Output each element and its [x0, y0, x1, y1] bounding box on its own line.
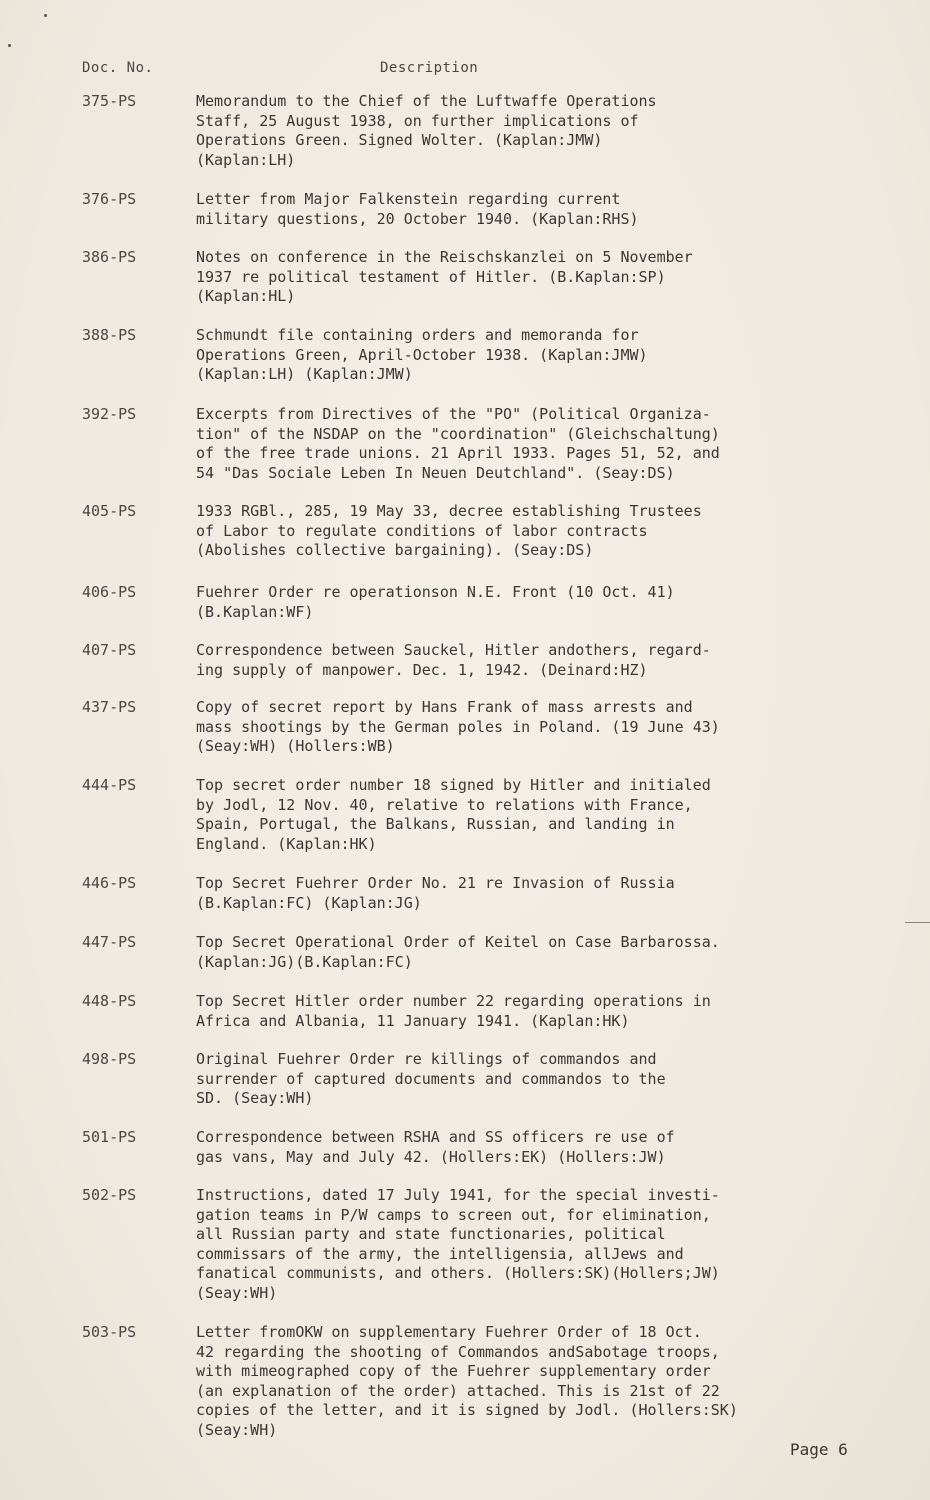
doc-number: 392-PS: [82, 405, 137, 423]
doc-description: 1933 RGBl., 285, 19 May 33, decree establishing Trustees of Labor to regulate conditions of labor contracts (Abolishes collective bargaining). (Seay:DS): [196, 502, 702, 559]
doc-description: Instructions, dated 17 July 1941, for the special investi- gation teams in P/W camps to screen out, for elimination, all Russian party and state functionaries, political commissars of the army, the intelligensia, allJews and fanatical communists, and others. (Hollers:SK)(Hollers;JW) (Seay:WH): [196, 1186, 720, 1302]
doc-number: 446-PS: [82, 874, 137, 892]
doc-no-column-header: Doc. No.: [82, 60, 154, 76]
doc-description: Correspondence between Sauckel, Hitler andothers, regard- ing supply of manpower. Dec. 1, 1942. (Deinard:HZ): [196, 641, 711, 679]
doc-number: 437-PS: [82, 698, 137, 716]
doc-number: 376-PS: [82, 190, 137, 208]
doc-number: 375-PS: [82, 92, 137, 110]
doc-description: Correspondence between RSHA and SS officers re use of gas vans, May and July 42. (Hollers:EK) (Hollers:JW): [196, 1128, 675, 1166]
doc-number: 388-PS: [82, 326, 137, 344]
description-column-header: Description: [380, 60, 479, 76]
doc-number: 405-PS: [82, 502, 137, 520]
doc-description: Copy of secret report by Hans Frank of mass arrests and mass shootings by the German poles in Poland. (19 June 43) (Seay:WH) (Hollers:WB): [196, 698, 720, 755]
doc-description: Top Secret Hitler order number 22 regarding operations in Africa and Albania, 11 January 1941. (Kaplan:HK): [196, 992, 711, 1030]
doc-description: Schmundt file containing orders and memoranda for Operations Green, April-October 1938. (Kaplan:JMW) (Kaplan:LH) (Kaplan:JMW): [196, 326, 648, 383]
doc-number: 501-PS: [82, 1128, 137, 1146]
paper-edge-mark: [905, 922, 930, 923]
doc-description: Memorandum to the Chief of the Luftwaffe Operations Staff, 25 August 1938, on further implications of Operations Green. Signed Wolter. (Kaplan:JMW) (Kaplan:LH): [196, 92, 657, 169]
doc-description: Notes on conference in the Reischskanzlei on 5 November 1937 re political testament of Hitler. (B.Kaplan:SP) (Kaplan:HL): [196, 248, 693, 305]
doc-description: Fuehrer Order re operationson N.E. Front (10 Oct. 41) (B.Kaplan:WF): [196, 583, 675, 621]
doc-number: 503-PS: [82, 1323, 137, 1341]
doc-number: 447-PS: [82, 933, 137, 951]
doc-number: 502-PS: [82, 1186, 137, 1204]
doc-number: 444-PS: [82, 776, 137, 794]
doc-number: 498-PS: [82, 1050, 137, 1068]
doc-number: 448-PS: [82, 992, 137, 1010]
doc-description: Top secret order number 18 signed by Hitler and initialed by Jodl, 12 Nov. 40, relative to relations with France, Spain, Portugal, the Balkans, Russian, and landing in England. (Kaplan:HK): [196, 776, 711, 853]
paper-speck: [8, 44, 11, 47]
doc-number: 386-PS: [82, 248, 137, 266]
page-number: Page 6: [790, 1440, 848, 1459]
doc-number: 406-PS: [82, 583, 137, 601]
paper-speck: [44, 14, 47, 17]
doc-description: Original Fuehrer Order re killings of commandos and surrender of captured documents and commandos to the SD. (Seay:WH): [196, 1050, 666, 1107]
doc-number: 407-PS: [82, 641, 137, 659]
doc-description: Letter fromOKW on supplementary Fuehrer Order of 18 Oct. 42 regarding the shooting of Commandos andSabotage troops, with mimeographed copy of the Fuehrer supplementary order (an explanation of the order) attached. This is 21st of 22 copies of the letter, and it is signed by Jodl. (Hollers:SK) (Seay:WH): [196, 1323, 738, 1439]
doc-description: Excerpts from Directives of the "PO" (Political Organiza- tion" of the NSDAP on the "coordination" (Gleichschaltung) of the free trade unions. 21 April 1933. Pages 51, 52, and 54 "Das Sociale Leben In Neuen Deutchland". (Seay:DS): [196, 405, 720, 482]
doc-description: Top Secret Operational Order of Keitel on Case Barbarossa. (Kaplan:JG)(B.Kaplan:FC): [196, 933, 720, 971]
doc-description: Letter from Major Falkenstein regarding current military questions, 20 October 1940. (Kaplan:RHS): [196, 190, 639, 228]
doc-description: Top Secret Fuehrer Order No. 21 re Invasion of Russia (B.Kaplan:FC) (Kaplan:JG): [196, 874, 675, 912]
